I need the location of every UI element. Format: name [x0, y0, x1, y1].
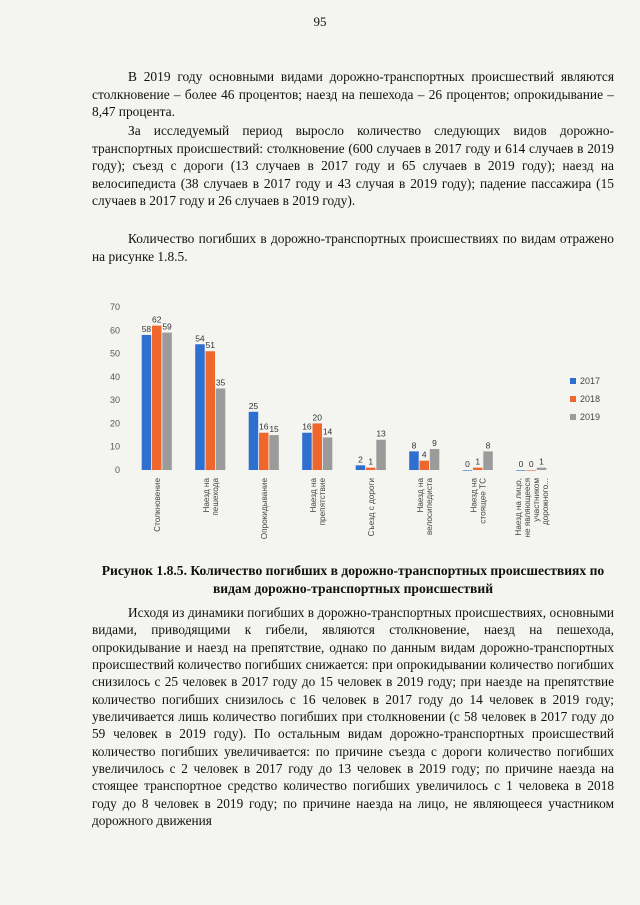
data-label: 0	[465, 459, 470, 469]
bar-2019	[216, 389, 226, 471]
y-tick-label: 60	[109, 325, 120, 336]
bar-2018	[259, 433, 269, 470]
data-label: 1	[539, 456, 544, 467]
y-tick-label: 70	[109, 302, 120, 312]
bar-2019	[162, 333, 172, 470]
category-label: Столкновение	[152, 478, 162, 532]
paragraph-accident-types-2019: В 2019 году основными видами дорожно-транспортных происшествий являются столкновение – более 46 процентов; наезд на пешехода – 26 процентов; опрокидывание – 8,47 процента.	[92, 69, 614, 120]
y-tick-label: 10	[109, 441, 120, 452]
bar-2017	[195, 344, 205, 470]
bar-2018	[420, 461, 430, 470]
category-label: Съезд с дороги	[366, 478, 376, 537]
bar-2019	[537, 468, 547, 470]
bar-2018	[152, 326, 162, 470]
bar-2019	[323, 437, 333, 470]
fatalities-bar-chart	[100, 300, 620, 555]
data-label: 59	[162, 321, 172, 332]
data-label: 9	[432, 438, 437, 449]
paragraph-fatality-dynamics: Исходя из динамики погибших в дорожно-транспортных происшествиях, основными видами, приводящими к гибели, являются столкновение, наезд на пешехода, опрокидывание и наезд на препятствие, однако по данным видам дорожно-транспортных происшествий количество погибших снижается: при опрокидывании количество погибших снизилось с 25 человек в 2017 году до 15 человек в 2019 году; при наезде на препятствие количество погибших снизилось с 16 человек в 2017 году до 14 человек в 2019 году; увеличивается лишь количество погибших при столкновении (с 58 человек в 2017 году до 59 человек в 2019 году). По остальным видам дорожно-транспортных происшествий количество погибших увеличивается: по причине съезда с дороги количество погибших увеличилось с 2 человек в 2017 году до 13 человек в 2019 году; по причине наезда на стоящее транспортное средство количество погибших увеличилось с 1 человека в 2018 году до 8 человек в 2019 году; по причине наезда на лицо, не являющееся участником дорожного движения	[92, 605, 614, 829]
bar-2019	[376, 440, 386, 470]
data-label: 1	[368, 456, 374, 467]
data-label: 14	[322, 426, 333, 437]
data-label: 0	[518, 459, 524, 469]
bar-2018	[366, 468, 376, 470]
paragraph-figure-reference: Количество погибших в дорожно-транспортных происшествиях по видам отражено на рисунке 1.8.5.	[92, 231, 614, 264]
data-label: 8	[411, 440, 417, 451]
bar-2018	[206, 351, 216, 470]
legend-swatch-2018	[570, 396, 576, 402]
data-label: 25	[248, 400, 259, 411]
bar-2017	[249, 412, 259, 470]
data-label: 4	[421, 449, 427, 460]
data-label: 13	[376, 428, 386, 439]
legend-label: 2019	[580, 412, 601, 422]
bar-2017	[302, 433, 312, 470]
category-label: Наезд навелосипедиста	[415, 478, 434, 536]
bar-2018	[473, 468, 483, 470]
y-tick-label: 30	[109, 395, 120, 406]
page-number: 95	[313, 14, 327, 29]
y-tick-label: 40	[109, 371, 120, 382]
data-label: 16	[259, 421, 269, 432]
legend-label: 2018	[580, 394, 601, 404]
data-label: 1	[475, 456, 481, 467]
category-label: Опрокидывание	[259, 478, 269, 540]
legend-swatch-2019	[570, 414, 576, 420]
bar-2017	[463, 470, 473, 471]
bar-2017	[409, 451, 419, 470]
y-tick-label: 20	[109, 418, 120, 429]
data-label: 8	[485, 440, 491, 451]
data-label: 20	[312, 412, 322, 423]
category-label: Наезд на лицо,не являющеесяучастникомдорожного...	[513, 478, 550, 538]
data-label: 54	[195, 333, 205, 344]
y-tick-label: 0	[114, 465, 120, 475]
data-label: 2	[358, 454, 363, 465]
bar-2017	[516, 470, 526, 471]
bar-2017	[356, 465, 366, 470]
figure-caption: Рисунок 1.8.5. Количество погибших в дорожно-транспортных происшествиях по видам дорожно-транспортных происшествий	[101, 563, 605, 596]
bar-2019	[269, 435, 279, 470]
data-label: 35	[215, 377, 226, 388]
bar-2017	[142, 335, 152, 470]
y-tick-label: 50	[109, 348, 120, 359]
legend-label: 2017	[580, 376, 601, 386]
category-label: Наезд напешехода	[201, 478, 220, 516]
data-label: 15	[269, 424, 279, 435]
data-label: 51	[205, 340, 215, 351]
data-label: 16	[302, 421, 312, 432]
data-label: 62	[152, 314, 162, 325]
category-label: Наезд напрепятствие	[308, 478, 327, 526]
data-label: 58	[141, 323, 152, 334]
legend-swatch-2017	[570, 378, 576, 384]
category-label: Наезд настоящее ТС	[469, 478, 488, 524]
bar-2018	[313, 423, 323, 470]
bar-2018	[527, 470, 537, 471]
bar-2019	[430, 449, 440, 470]
data-label: 0	[528, 459, 534, 469]
paragraph-accident-growth: За исследуемый период выросло количество следующих видов дорожно-транспортных происшествий: столкновение (600 случаев в 2017 году и 614 случаев в 2019 году); съезд с дороги (13 случаев в 2017 году и 65 случаев в 2019 году); наезд на велосипедиста (38 случаев в 2017 году и 43 случая в 2019 году); падение пассажира (15 случаев в 2017 году и 26 случаев в 2019 году).	[92, 123, 614, 209]
bar-2019	[483, 451, 493, 470]
